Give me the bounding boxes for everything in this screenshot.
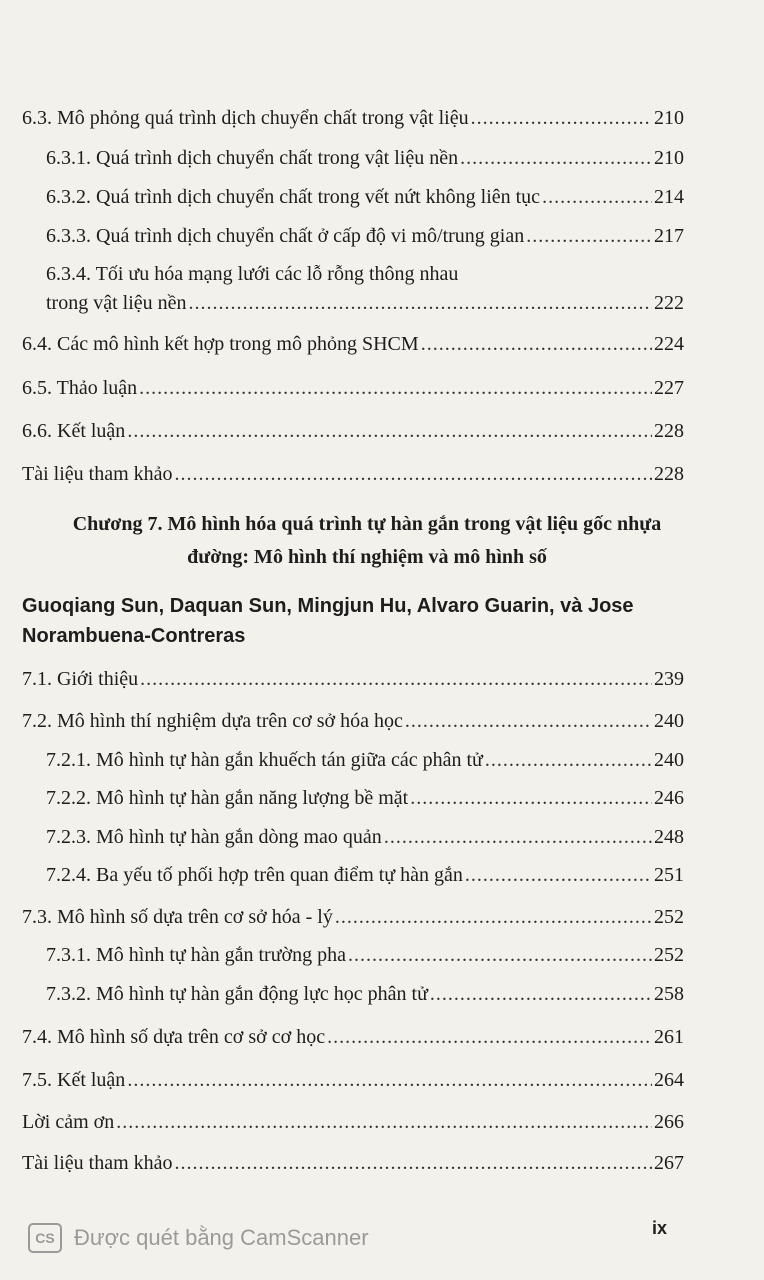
toc-entry — [0, 982, 764, 1008]
toc-entry-title: 7.2. Mô hình thí nghiệm dựa trên cơ sở hóa học — [22, 710, 403, 732]
dot-leader — [140, 667, 652, 691]
toc-entry-title: 7.2.4. Ba yếu tố phối hợp trên quan điểm tự hàn gắn — [46, 864, 463, 886]
toc-entry-title: Tài liệu tham khảo — [22, 463, 173, 485]
toc-entry-page: 267 — [654, 1152, 684, 1174]
dot-leader — [139, 376, 652, 400]
dot-leader — [485, 748, 652, 772]
toc-entry-page: 210 — [654, 107, 684, 129]
toc-entry-page: 224 — [654, 333, 684, 355]
toc-entry-page: 264 — [654, 1069, 684, 1091]
toc-entry-title: 7.2.3. Mô hình tự hàn gắn dòng mao quản — [46, 826, 382, 848]
camscanner-logo-icon: CS — [28, 1223, 62, 1253]
dot-leader — [189, 291, 652, 315]
chapter-authors-line1: Guoqiang Sun, Daquan Sun, Mingjun Hu, Alvaro Guarin, và Jose — [22, 595, 634, 617]
dot-leader — [175, 1151, 652, 1175]
toc-entry-title: Tài liệu tham khảo — [22, 1152, 173, 1174]
dot-leader — [327, 1025, 652, 1049]
toc-entry — [0, 462, 764, 488]
toc-entry-title: 7.4. Mô hình số dựa trên cơ sở cơ học — [22, 1026, 326, 1048]
dot-leader — [175, 462, 652, 486]
toc-entry-page: 240 — [654, 710, 684, 732]
dot-leader — [471, 106, 652, 130]
toc-entry — [0, 1110, 764, 1136]
toc-entry-page: 228 — [654, 463, 684, 485]
toc-entry-page: 246 — [654, 787, 684, 809]
toc-entry-page: 261 — [654, 1026, 684, 1048]
toc-entry-title: 6.3.3. Quá trình dịch chuyển chất ở cấp độ vi mô/trung gian — [46, 225, 525, 247]
toc-entry — [0, 786, 764, 812]
toc-entry — [0, 146, 764, 172]
toc-entry — [0, 905, 764, 931]
toc-entry-title: 7.2.1. Mô hình tự hàn gắn khuếch tán giữa các phân tử — [46, 749, 483, 771]
toc-entry-page: 248 — [654, 826, 684, 848]
chapter-authors-line2: Norambuena-Contreras — [22, 625, 246, 647]
dot-leader — [465, 863, 652, 887]
toc-entry-page: 217 — [654, 225, 684, 247]
toc-entry-title: 6.3.1. Quá trình dịch chuyển chất trong vật liệu nền — [46, 147, 459, 169]
toc-entry-title: 6.3.2. Quá trình dịch chuyển chất trong vết nứt không liên tục — [46, 186, 541, 208]
toc-entry-page: 251 — [654, 864, 684, 886]
toc-entry — [0, 224, 764, 250]
toc-entry-page: 222 — [654, 292, 684, 314]
chapter-title-line1: Chương 7. Mô hình hóa quá trình tự hàn gắn trong vật liệu gốc nhựa — [72, 513, 662, 535]
toc-entry — [0, 1068, 764, 1094]
toc-entry-title: 6.3. Mô phỏng quá trình dịch chuyển chất trong vật liệu — [22, 107, 469, 129]
toc-entry-title: 7.3. Mô hình số dựa trên cơ sở hóa - lý — [22, 906, 333, 928]
toc-entry-title: 7.3.2. Mô hình tự hàn gắn động lực học phân tử — [46, 983, 428, 1005]
toc-entry — [0, 667, 764, 693]
dot-leader — [127, 1068, 652, 1092]
toc-entry-title-line1: 6.3.4. Tối ưu hóa mạng lưới các lỗ rỗng thông nhau — [46, 263, 459, 285]
toc-entry-title: 6.6. Kết luận — [22, 420, 126, 442]
toc-entry-page: 258 — [654, 983, 684, 1005]
toc-entry-page: 210 — [654, 147, 684, 169]
toc-entry-page: 214 — [654, 186, 684, 208]
camscanner-watermark — [28, 1223, 369, 1253]
toc-entry-title: 7.2.2. Mô hình tự hàn gắn năng lượng bề mặt — [46, 787, 409, 809]
toc-entry — [0, 1025, 764, 1051]
dot-leader — [127, 419, 652, 443]
dot-leader — [348, 943, 652, 967]
toc-entry-title: 7.1. Giới thiệu — [22, 668, 139, 690]
toc-entry-page: 266 — [654, 1111, 684, 1133]
toc-entry — [0, 291, 764, 317]
toc-entry — [0, 1151, 764, 1177]
toc-entry-title: Lời cảm ơn — [22, 1111, 115, 1133]
toc-entry-page: 252 — [654, 944, 684, 966]
toc-entry — [0, 376, 764, 402]
toc-entry — [0, 419, 764, 445]
toc-entry-title: 6.5. Thảo luận — [22, 377, 138, 399]
dot-leader — [526, 224, 652, 248]
dot-leader — [542, 185, 652, 209]
toc-entry — [0, 709, 764, 735]
toc-entry-page: 240 — [654, 749, 684, 771]
toc-entry-page: 252 — [654, 906, 684, 928]
toc-entry — [0, 863, 764, 889]
dot-leader — [405, 709, 652, 733]
dot-leader — [116, 1110, 652, 1134]
dot-leader — [335, 905, 652, 929]
toc-entry — [0, 106, 764, 132]
dot-leader — [421, 332, 652, 356]
toc-entry-title: 6.4. Các mô hình kết hợp trong mô phỏng SHCM — [22, 333, 419, 355]
toc-entry — [0, 943, 764, 969]
chapter-title-line2: đường: Mô hình thí nghiệm và mô hình số — [187, 546, 547, 568]
toc-entry-title: trong vật liệu nền — [46, 292, 187, 314]
toc-entry-page: 227 — [654, 377, 684, 399]
dot-leader — [460, 146, 652, 170]
toc-entry — [0, 332, 764, 358]
toc-entry — [0, 825, 764, 851]
toc-entry — [0, 748, 764, 774]
camscanner-text: Được quét bằng CamScanner — [74, 1225, 369, 1250]
toc-entry-title: 7.3.1. Mô hình tự hàn gắn trường pha — [46, 944, 346, 966]
toc-entry-title: 7.5. Kết luận — [22, 1069, 126, 1091]
dot-leader — [410, 786, 652, 810]
toc-entry-page: 228 — [654, 420, 684, 442]
toc-entry-page: 239 — [654, 668, 684, 690]
dot-leader — [430, 982, 652, 1006]
toc-entry — [0, 185, 764, 211]
dot-leader — [384, 825, 652, 849]
page-number: ix — [652, 1218, 668, 1238]
